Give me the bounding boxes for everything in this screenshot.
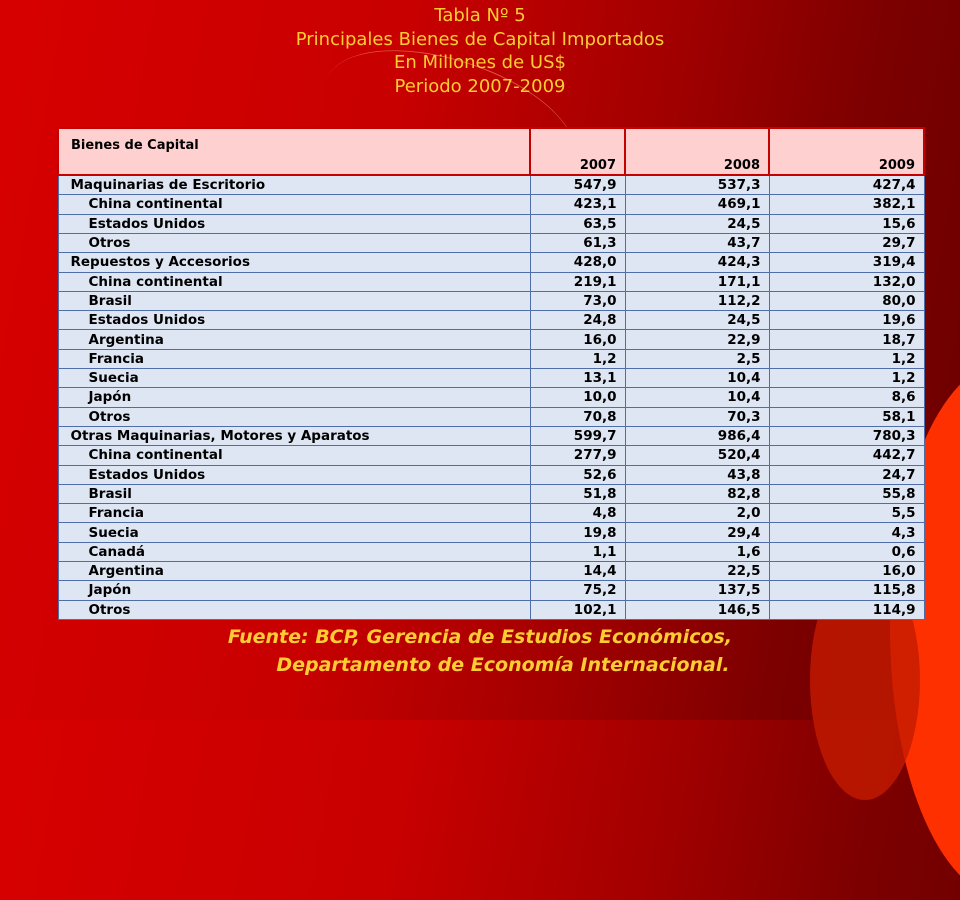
country-name: Suecia	[58, 369, 530, 388]
value-2008: 10,4	[625, 369, 769, 388]
value-2008: 986,4	[625, 426, 769, 445]
value-2008: 2,5	[625, 349, 769, 368]
value-2007: 428,0	[530, 253, 625, 272]
value-2008: 22,5	[625, 561, 769, 580]
value-2007: 70,8	[530, 407, 625, 426]
value-2008: 10,4	[625, 388, 769, 407]
table-row	[58, 542, 924, 561]
header-year-2007: 2007	[530, 128, 625, 175]
country-name: Suecia	[58, 523, 530, 542]
country-name: Brasil	[58, 484, 530, 503]
value-2009: 1,2	[769, 369, 924, 388]
value-2009: 427,4	[769, 175, 924, 195]
value-2008: 24,5	[625, 311, 769, 330]
table-row	[58, 407, 924, 426]
country-name: Canadá	[58, 542, 530, 561]
value-2009: 18,7	[769, 330, 924, 349]
capital-goods-table	[57, 127, 925, 620]
value-2008: 24,5	[625, 214, 769, 233]
value-2008: 82,8	[625, 484, 769, 503]
value-2007: 51,8	[530, 484, 625, 503]
country-name: Francia	[58, 504, 530, 523]
value-2009: 24,7	[769, 465, 924, 484]
category-row	[58, 426, 924, 445]
source-note	[0, 623, 960, 679]
value-2008: 537,3	[625, 175, 769, 195]
title-line-3: En Millones de US$	[394, 52, 566, 73]
value-2009: 80,0	[769, 291, 924, 310]
header-label: Bienes de Capital	[58, 128, 530, 175]
value-2009: 19,6	[769, 311, 924, 330]
value-2008: 146,5	[625, 600, 769, 619]
value-2007: 24,8	[530, 311, 625, 330]
category-row	[58, 175, 924, 195]
category-row	[58, 253, 924, 272]
country-name: Argentina	[58, 561, 530, 580]
table-row	[58, 484, 924, 503]
value-2008: 424,3	[625, 253, 769, 272]
value-2007: 19,8	[530, 523, 625, 542]
value-2007: 14,4	[530, 561, 625, 580]
country-name: China continental	[58, 195, 530, 214]
slide-title	[0, 4, 960, 98]
value-2007: 73,0	[530, 291, 625, 310]
country-name: Estados Unidos	[58, 311, 530, 330]
table-row	[58, 349, 924, 368]
value-2009: 8,6	[769, 388, 924, 407]
country-name: Japón	[58, 581, 530, 600]
value-2009: 0,6	[769, 542, 924, 561]
country-name: Estados Unidos	[58, 214, 530, 233]
value-2009: 442,7	[769, 446, 924, 465]
value-2009: 16,0	[769, 561, 924, 580]
value-2008: 70,3	[625, 407, 769, 426]
value-2009: 115,8	[769, 581, 924, 600]
country-name: Estados Unidos	[58, 465, 530, 484]
value-2007: 547,9	[530, 175, 625, 195]
value-2007: 102,1	[530, 600, 625, 619]
table-body	[58, 175, 924, 620]
table-row	[58, 214, 924, 233]
value-2007: 4,8	[530, 504, 625, 523]
value-2008: 1,6	[625, 542, 769, 561]
value-2008: 112,2	[625, 291, 769, 310]
value-2008: 43,7	[625, 233, 769, 252]
value-2007: 219,1	[530, 272, 625, 291]
table-row	[58, 369, 924, 388]
value-2007: 599,7	[530, 426, 625, 445]
value-2009: 319,4	[769, 253, 924, 272]
value-2008: 137,5	[625, 581, 769, 600]
value-2009: 15,6	[769, 214, 924, 233]
value-2007: 63,5	[530, 214, 625, 233]
value-2007: 16,0	[530, 330, 625, 349]
country-name: Otros	[58, 407, 530, 426]
value-2009: 114,9	[769, 600, 924, 619]
source-line-2: Departamento de Economía Internacional.	[276, 654, 730, 676]
value-2008: 22,9	[625, 330, 769, 349]
table-row	[58, 504, 924, 523]
table-row	[58, 388, 924, 407]
table-row	[58, 330, 924, 349]
table-header-row	[58, 128, 924, 175]
table-row	[58, 291, 924, 310]
title-line-4: Periodo 2007-2009	[394, 75, 566, 97]
value-2009: 780,3	[769, 426, 924, 445]
country-name: Brasil	[58, 291, 530, 310]
value-2009: 29,7	[769, 233, 924, 252]
country-name: Otros	[58, 233, 530, 252]
table-row	[58, 600, 924, 619]
table-row	[58, 581, 924, 600]
value-2009: 132,0	[769, 272, 924, 291]
category-name: Otras Maquinarias, Motores y Aparatos	[58, 426, 530, 445]
value-2009: 55,8	[769, 484, 924, 503]
value-2007: 277,9	[530, 446, 625, 465]
value-2009: 382,1	[769, 195, 924, 214]
value-2007: 13,1	[530, 369, 625, 388]
country-name: Japón	[58, 388, 530, 407]
header-year-2008: 2008	[625, 128, 769, 175]
value-2007: 1,2	[530, 349, 625, 368]
table-row	[58, 561, 924, 580]
table-row	[58, 233, 924, 252]
value-2009: 58,1	[769, 407, 924, 426]
value-2008: 171,1	[625, 272, 769, 291]
country-name: Francia	[58, 349, 530, 368]
value-2007: 1,1	[530, 542, 625, 561]
country-name: China continental	[58, 272, 530, 291]
title-line-2: Principales Bienes de Capital Importados	[295, 28, 665, 50]
table-row	[58, 195, 924, 214]
value-2009: 1,2	[769, 349, 924, 368]
value-2009: 5,5	[769, 504, 924, 523]
country-name: Otros	[58, 600, 530, 619]
table-row	[58, 523, 924, 542]
value-2007: 75,2	[530, 581, 625, 600]
value-2007: 10,0	[530, 388, 625, 407]
header-year-2009: 2009	[769, 128, 924, 175]
country-name: Argentina	[58, 330, 530, 349]
value-2007: 52,6	[530, 465, 625, 484]
title-line-1: Tabla Nº 5	[434, 5, 526, 26]
table-row	[58, 272, 924, 291]
value-2008: 2,0	[625, 504, 769, 523]
value-2008: 29,4	[625, 523, 769, 542]
source-line-1: Fuente: BCP, Gerencia de Estudios Económicos,	[227, 626, 733, 648]
table-row	[58, 311, 924, 330]
value-2008: 469,1	[625, 195, 769, 214]
table-row	[58, 465, 924, 484]
value-2008: 43,8	[625, 465, 769, 484]
table-row	[58, 446, 924, 465]
country-name: China continental	[58, 446, 530, 465]
value-2007: 423,1	[530, 195, 625, 214]
value-2009: 4,3	[769, 523, 924, 542]
value-2008: 520,4	[625, 446, 769, 465]
category-name: Repuestos y Accesorios	[58, 253, 530, 272]
category-name: Maquinarias de Escritorio	[58, 175, 530, 195]
value-2007: 61,3	[530, 233, 625, 252]
